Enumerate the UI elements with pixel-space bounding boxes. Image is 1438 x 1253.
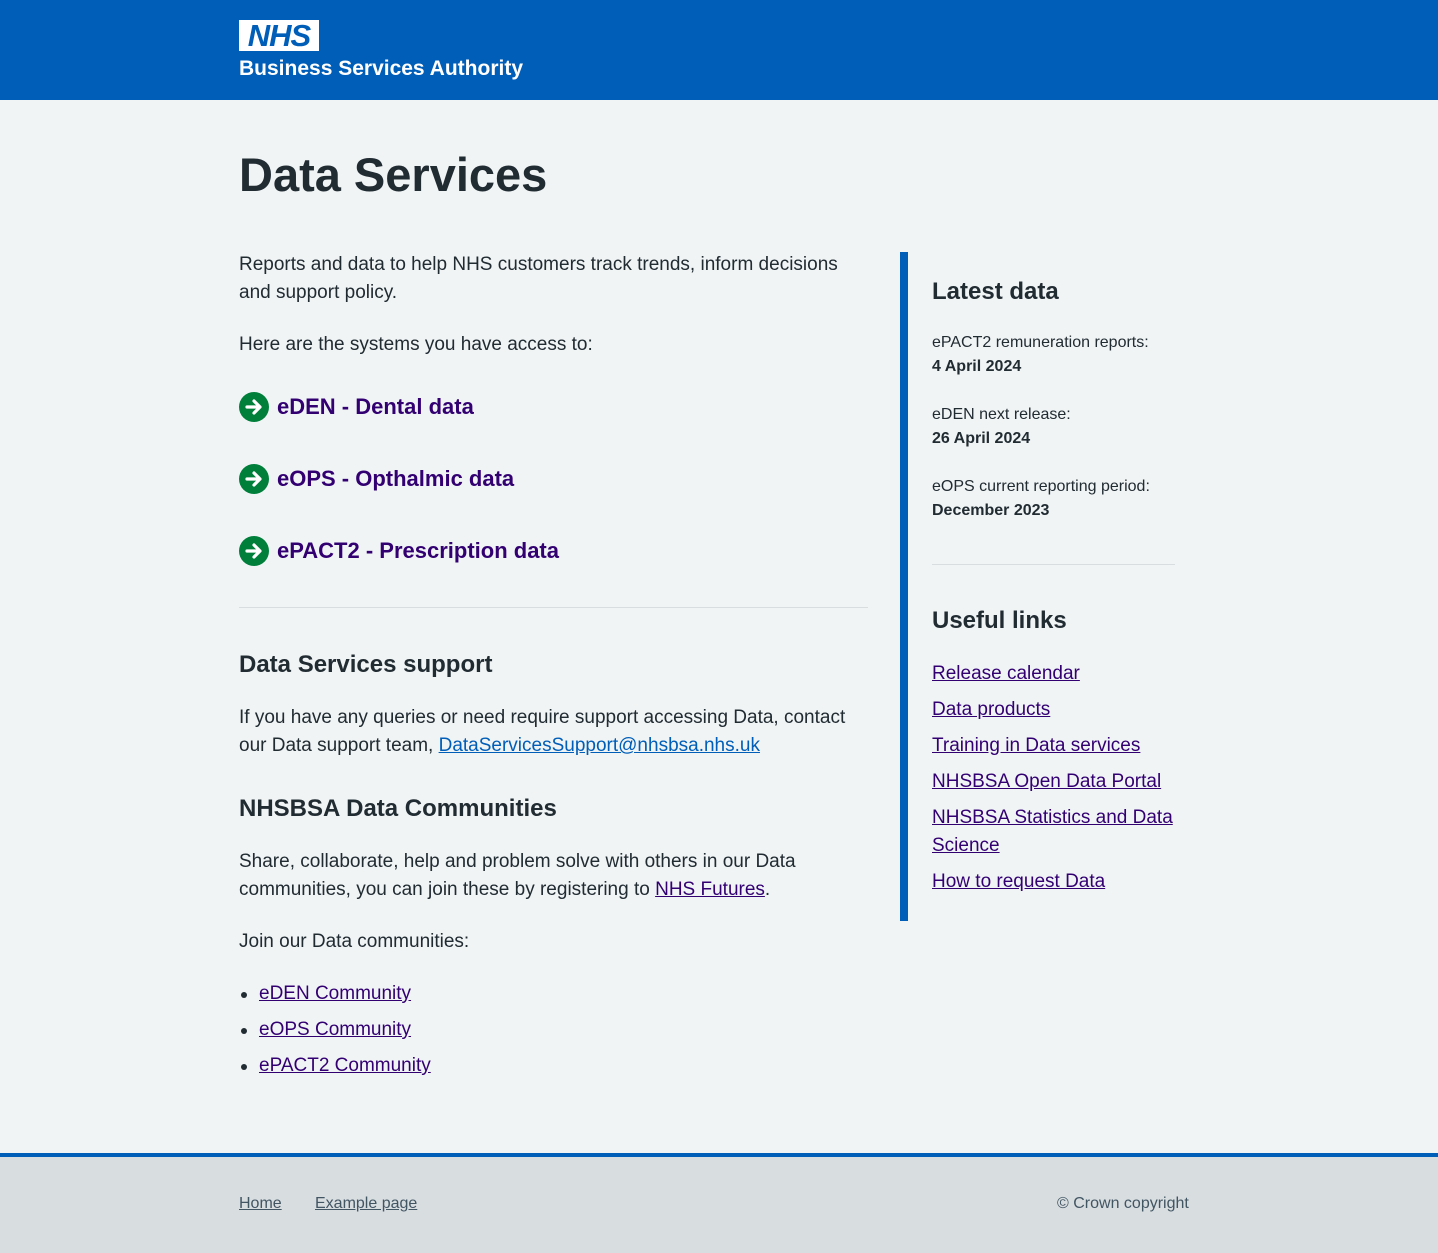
latest-item-eden [932,403,1071,451]
arrow-right-circle-icon [239,464,269,494]
footer-link-home[interactable]: Home [239,1195,282,1212]
sidebar-accent-bar [900,252,908,921]
communities-heading: NHSBSA Data Communities [239,795,557,822]
latest-item-label: eOPS current reporting period: [932,478,1150,495]
copyright-text: © Crown copyright [1057,1195,1189,1212]
request-data-link[interactable]: How to request Data [932,871,1106,892]
site-header [0,0,1438,100]
arrow-right-circle-icon [239,392,269,422]
release-calendar-link[interactable]: Release calendar [932,663,1080,684]
open-data-portal-link[interactable]: NHSBSA Open Data Portal [932,771,1162,792]
communities-text [239,848,869,904]
training-link[interactable]: Training in Data services [932,735,1141,756]
latest-item-value: 26 April 2024 [932,430,1031,447]
latest-data-heading: Latest data [932,278,1059,305]
intro-text: Reports and data to help NHS customers track trends, inform decisions and support policy. [239,254,838,303]
site-footer [0,1153,1438,1253]
section-divider [239,607,868,608]
latest-item-label: eDEN next release: [932,406,1071,423]
action-link-label: eDEN - Dental data [277,394,474,419]
communities-list [239,980,431,1088]
action-link-label: ePACT2 - Prescription data [277,538,559,563]
action-link-epact2[interactable] [239,535,559,567]
nhs-futures-link[interactable]: NHS Futures [655,879,765,900]
list-item [239,1052,431,1088]
useful-links-list [932,660,1192,904]
systems-intro-text: Here are the systems you have access to: [239,334,593,355]
nhs-logo[interactable] [239,20,319,51]
latest-item-value: December 2023 [932,502,1050,519]
support-email-link[interactable]: DataServicesSupport@nhsbsa.nhs.uk [438,735,760,756]
page-title: Data Services [239,148,548,201]
list-item [932,768,1192,796]
sidebar-divider [932,564,1175,565]
list-item [239,980,431,1016]
join-communities-text: Join our Data communities: [239,931,470,952]
list-item [932,696,1192,724]
eden-community-link[interactable]: eDEN Community [259,983,412,1004]
latest-item-value: 4 April 2024 [932,358,1022,375]
data-products-link[interactable]: Data products [932,699,1051,720]
eops-community-link[interactable]: eOPS Community [259,1019,412,1040]
support-text-body: If you have any queries or need require support accessing Data, contact our Data support team, [239,707,846,756]
latest-item-epact2 [932,331,1149,379]
epact2-community-link[interactable]: ePACT2 Community [259,1055,431,1076]
latest-item-label: ePACT2 remuneration reports: [932,334,1149,351]
list-item [932,660,1192,688]
list-item [932,804,1192,860]
arrow-right-circle-icon [239,536,269,566]
nhs-logo-text: NHS [247,18,311,53]
list-item [932,732,1192,760]
list-item [932,868,1192,896]
action-link-label: eOPS - Opthalmic data [277,466,515,491]
list-item [239,1016,431,1052]
communities-text-body: Share, collaborate, help and problem solve with others in our Data communities, you can join these by registering to [239,851,796,900]
support-heading: Data Services support [239,651,493,678]
action-link-eops[interactable] [239,463,514,495]
useful-links-heading: Useful links [932,607,1067,634]
latest-item-eops [932,475,1150,523]
footer-link-example-page[interactable]: Example page [315,1195,418,1212]
organisation-name[interactable]: Business Services Authority [239,57,523,80]
action-link-eden[interactable] [239,391,474,423]
communities-text-end: . [764,879,771,900]
statistics-link[interactable]: NHSBSA Statistics and Data Science [932,807,1173,856]
support-text [239,704,869,760]
